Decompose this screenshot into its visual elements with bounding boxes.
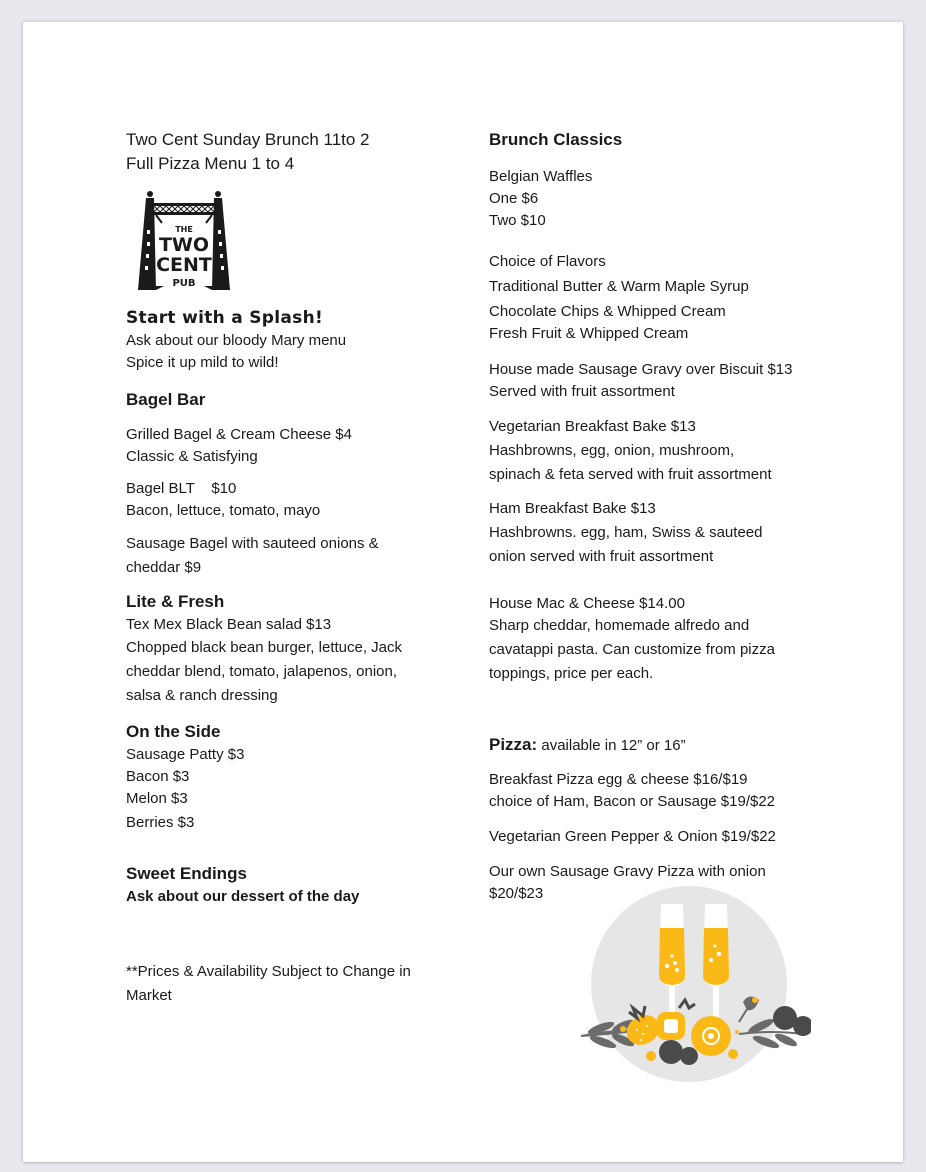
item-name: Bagel BLT $10 [126,480,237,497]
item-name: Breakfast Pizza egg & cheese $16/$19 [489,771,748,788]
item-price: $20/$23 [489,885,544,902]
dessert-note: Ask about our dessert of the day [126,888,360,905]
pizza-title: Pizza: [489,735,538,754]
sweet-endings-section [126,862,456,908]
bagel-bar-section [126,388,456,580]
bagel-bar-title: Bagel Bar [126,390,206,409]
menu-page [23,22,903,1162]
logo-two: TWO [158,234,210,256]
item-desc: Bacon, lettuce, tomato, mayo [126,502,321,519]
veg-bake-item [489,415,829,487]
flavor-item: Chocolate Chips & Whipped Cream [489,303,726,320]
logo-the: THE [175,225,193,234]
right-column [489,128,829,905]
logo-pub: PUB [172,278,196,289]
item-name: House Mac & Cheese $14.00 [489,595,685,612]
item-desc: toppings, price per each. [489,665,654,682]
two-cent-pub-logo [134,190,234,300]
lite-fresh-title: Lite & Fresh [126,592,225,611]
item-desc: Hashbrowns, egg, onion, mushroom, [489,442,735,459]
lite-fresh-section [126,590,456,708]
disclaimer [126,960,456,1008]
item-desc: cavatappi pasta. Can customize from pizza [489,641,775,658]
sides-section [126,720,456,834]
item-price: Two $10 [489,212,546,229]
pizza-section [489,734,829,905]
menu-item [126,424,456,468]
splash-section [126,306,456,374]
item-name: Vegetarian Breakfast Bake $13 [489,418,696,435]
item-name: Belgian Waffles [489,168,593,185]
item-desc [126,636,456,708]
side-item: Melon $3 [126,790,188,807]
side-item: Bacon $3 [126,768,190,785]
flavors-title: Choice of Flavors [489,253,606,270]
splash-title: Start with a Splash! [126,308,324,328]
item-desc: Served with fruit assortment [489,383,675,400]
sweet-endings-title: Sweet Endings [126,864,247,883]
item-desc: Classic & Satisfying [126,448,258,465]
splash-line: Spice it up mild to wild! [126,354,279,371]
flavor-item: Fresh Fruit & Whipped Cream [489,325,689,342]
left-column [126,128,456,1008]
side-item: Sausage Patty $3 [126,746,245,763]
item-name: Grilled Bagel & Cream Cheese $4 [126,426,352,443]
pizza-heading [489,734,829,757]
item-desc: choice of Ham, Bacon or Sausage $19/$22 [489,793,776,810]
sides-title: On the Side [126,722,221,741]
flavor-item: Traditional Butter & Warm Maple Syrup [489,278,749,295]
item-desc: onion served with fruit assortment [489,548,714,565]
desc-line: Chopped black bean burger, lettuce, Jack [126,639,403,656]
breakfast-pizza-item [489,769,829,813]
item-price: One $6 [489,190,539,207]
mac-cheese-item [489,594,829,686]
flavors-list [489,251,829,345]
splash-line: Ask about our bloody Mary menu [126,332,347,349]
item-name: Tex Mex Black Bean salad $13 [126,616,332,633]
logo-cent: CENT [156,254,212,276]
side-item: Berries $3 [126,814,195,831]
veg-pizza-item: Vegetarian Green Pepper & Onion $19/$22 [489,828,776,845]
item-name: Ham Breakfast Bake $13 [489,500,656,517]
flower-icon [691,1016,731,1056]
disclaimer-line: **Prices & Availability Subject to Change in [126,963,411,980]
desc-line: salsa & ranch dressing [126,687,278,704]
item-name: House made Sausage Gravy over Biscuit $13 [489,361,793,378]
mimosa-glasses-illustration [571,884,811,1084]
item-desc: Sharp cheddar, homemade alfredo and [489,617,750,634]
menu-header [126,128,456,176]
ham-bake-item [489,497,829,569]
gravy-biscuit-item [489,359,829,403]
menu-item [126,478,456,522]
header-hours: Two Cent Sunday Brunch 11to 2 [126,130,370,149]
header-pizza-hours: Full Pizza Menu 1 to 4 [126,154,295,173]
desc-line: cheddar blend, tomato, jalapenos, onion, [126,663,398,680]
item-name: Our own Sausage Gravy Pizza with onion [489,863,766,880]
item-desc: cheddar $9 [126,559,202,576]
disclaimer-line: Market [126,987,172,1004]
menu-item [126,532,456,580]
item-desc: spinach & feta served with fruit assortment [489,466,772,483]
pizza-sizes: available in 12” or 16” [537,737,686,754]
item-desc: Hashbrowns. egg, ham, Swiss & sauteed [489,524,763,541]
waffles-item [489,166,829,232]
item-name: Sausage Bagel with sauteed onions & [126,535,379,552]
brunch-classics-title: Brunch Classics [489,130,623,149]
